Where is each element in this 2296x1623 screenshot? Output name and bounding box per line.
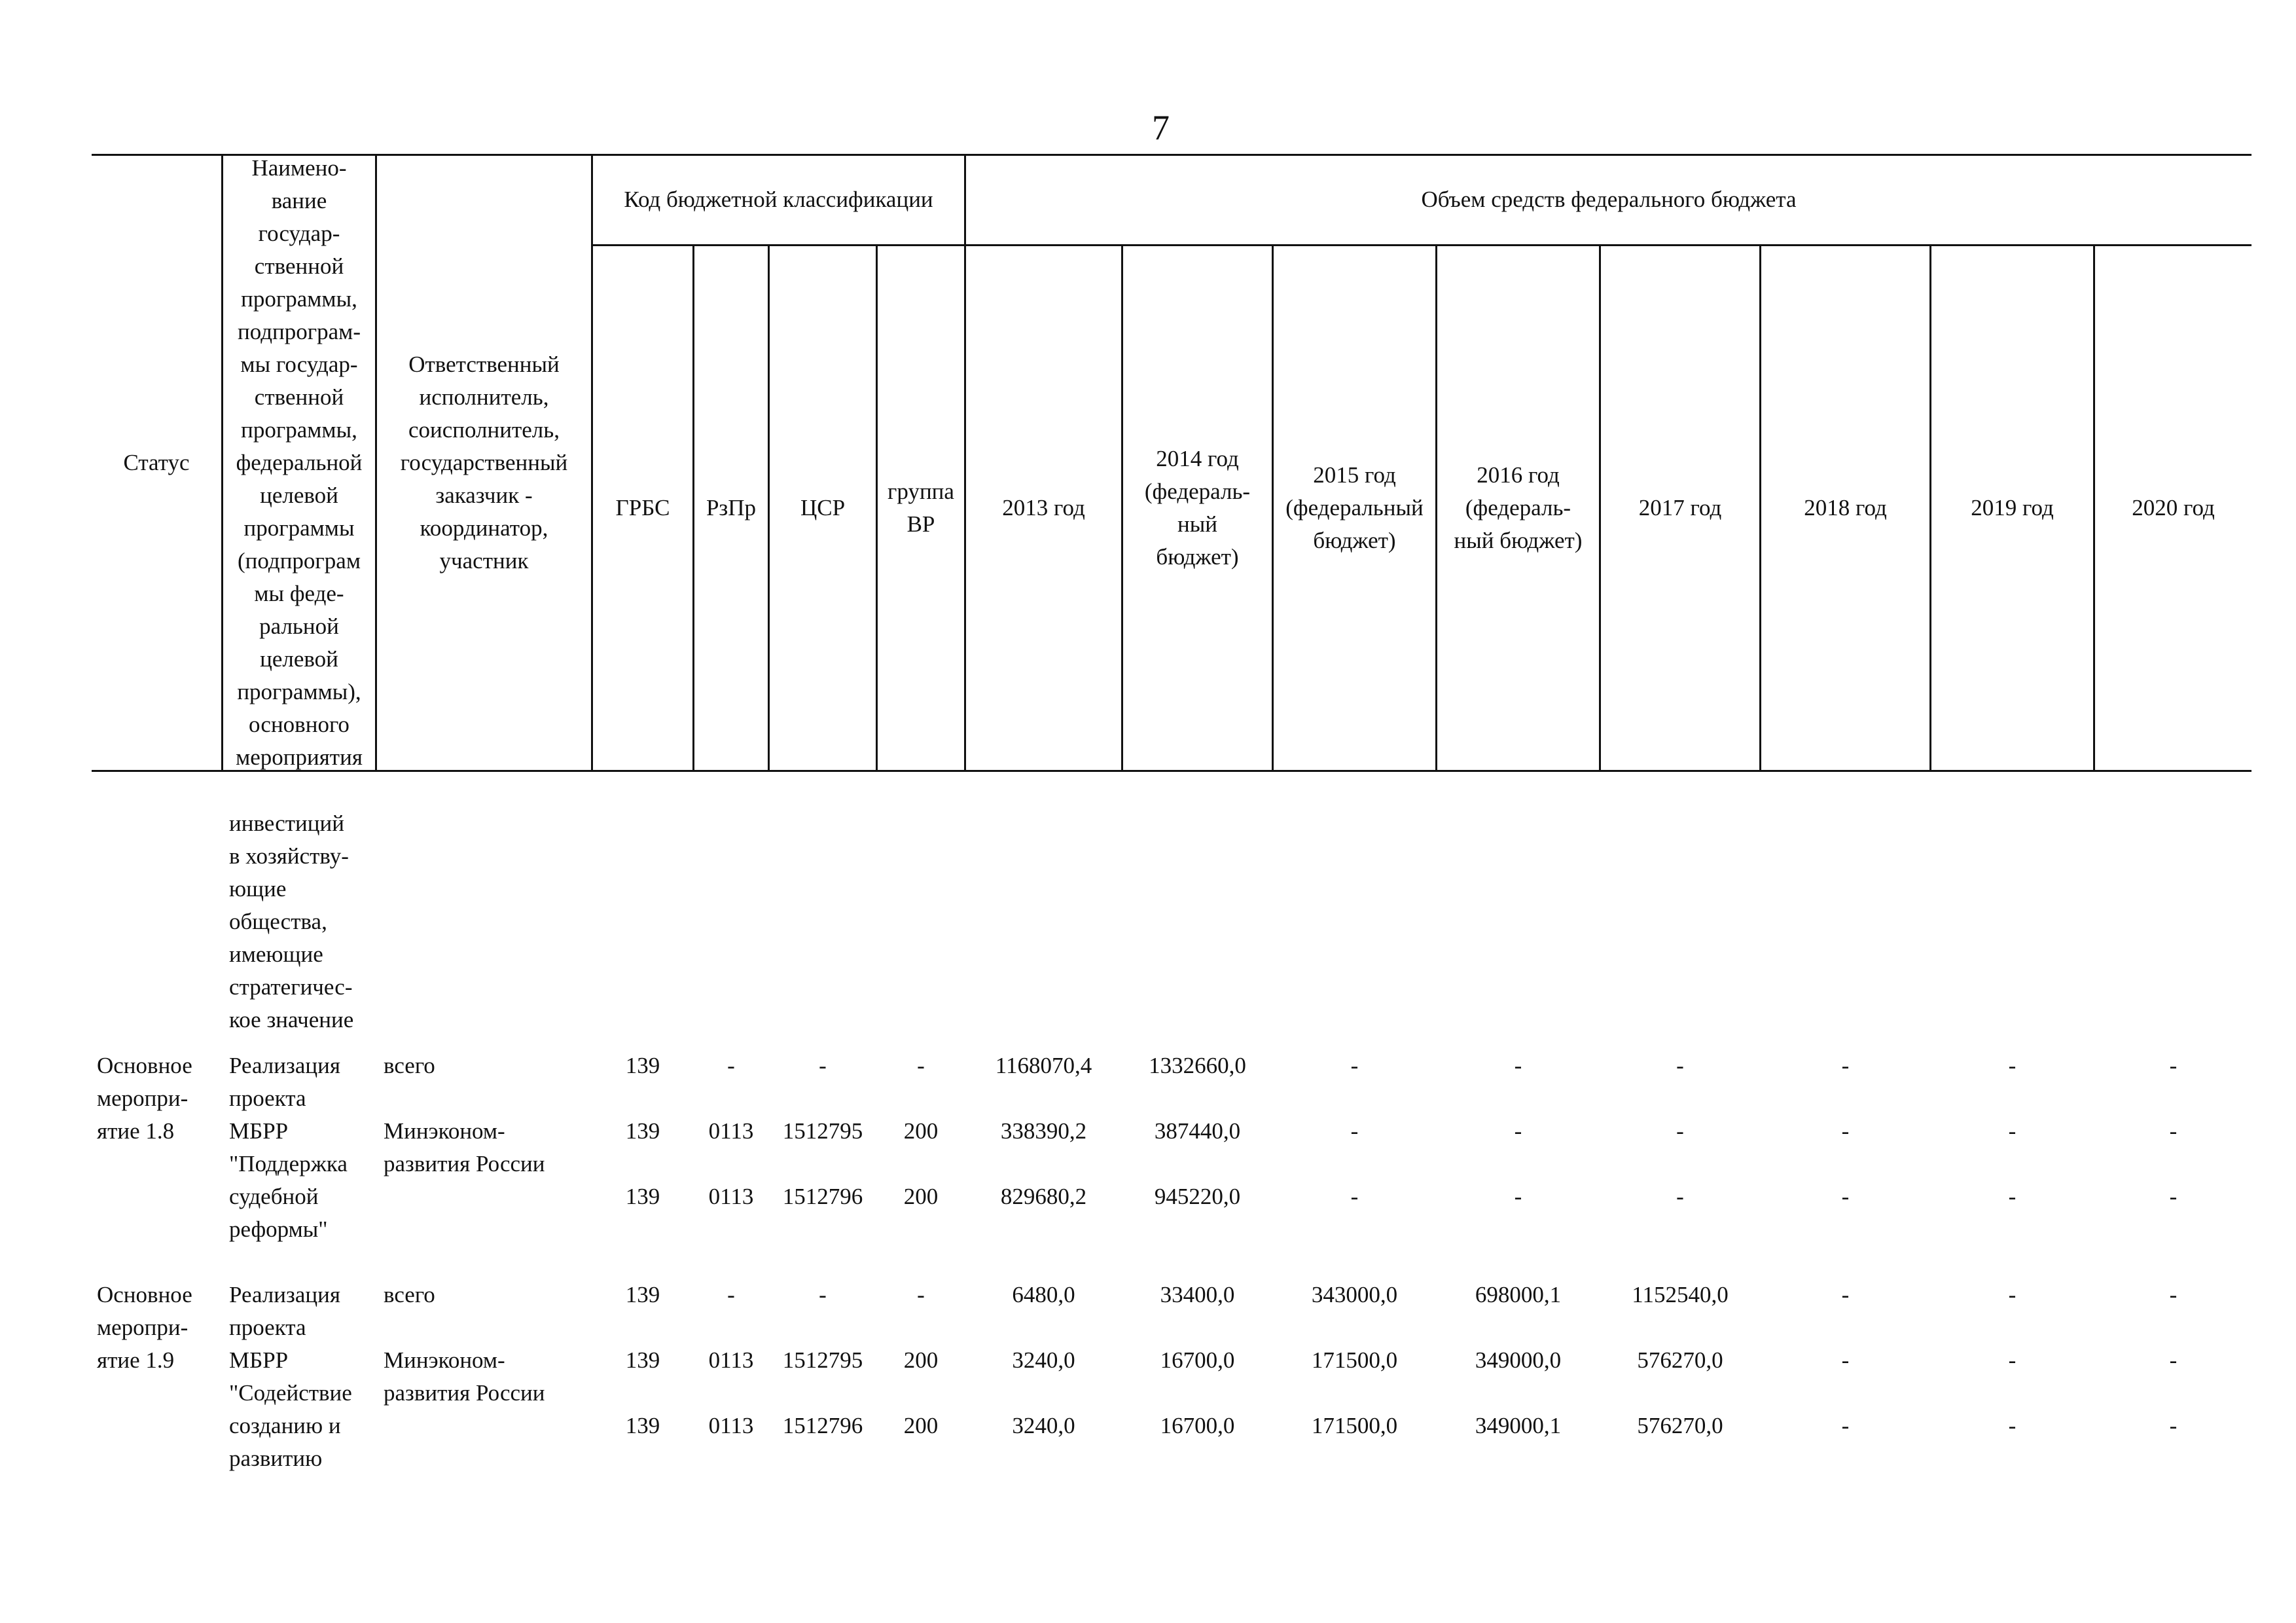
row-vr: - xyxy=(917,1282,925,1307)
row-csr: - xyxy=(819,1053,827,1078)
header-year-2014: 2014 год (федераль- ный бюджет) xyxy=(1144,445,1251,570)
value-2013: 338390,2 xyxy=(1000,1118,1087,1144)
header-year-2013: 2013 год xyxy=(1002,494,1085,520)
row-csr: 1512796 xyxy=(782,1184,863,1209)
row-vr: 200 xyxy=(903,1413,939,1438)
header-year-2019: 2019 год xyxy=(1971,494,2054,520)
row-vr: 200 xyxy=(903,1184,939,1209)
value-2019: - xyxy=(2008,1184,2017,1209)
value-2018: - xyxy=(1841,1347,1850,1373)
value-2013: 6480,0 xyxy=(1012,1282,1075,1307)
value-2018: - xyxy=(1841,1413,1850,1438)
header-vr: группа ВР xyxy=(888,478,954,537)
continuation-text: инвестиций в хозяйству- ющие общества, имеющие стратегичес- кое значение xyxy=(229,811,354,1032)
value-2017: 1152540,0 xyxy=(1632,1282,1729,1307)
row-rzpr: 0113 xyxy=(708,1413,754,1438)
header-year-2020: 2020 год xyxy=(2132,494,2215,520)
header-executor: Ответственный исполнитель, соисполнитель, государственный заказчик - координатор, участник xyxy=(400,351,568,574)
value-2019: - xyxy=(2008,1347,2017,1373)
value-2015: - xyxy=(1350,1053,1359,1078)
header-year-2015: 2015 год (федеральный бюджет) xyxy=(1285,462,1424,553)
header-csr: ЦСР xyxy=(800,494,846,520)
value-2016: - xyxy=(1514,1118,1522,1144)
row-rzpr: 0113 xyxy=(708,1184,754,1209)
row-executor: Минэконом- развития России xyxy=(384,1118,545,1176)
value-2019: - xyxy=(2008,1413,2017,1438)
row-grbs: 139 xyxy=(625,1347,660,1373)
row-rzpr: - xyxy=(727,1282,735,1307)
row-csr: 1512795 xyxy=(782,1347,863,1373)
value-2014: 16700,0 xyxy=(1160,1347,1235,1373)
measure-name: Реализация проекта МБРР "Содействие созданию и развитию xyxy=(229,1282,352,1471)
row-rzpr: 0113 xyxy=(708,1347,754,1373)
value-2018: - xyxy=(1841,1118,1850,1144)
value-2013: 1168070,4 xyxy=(995,1053,1092,1078)
value-2020: - xyxy=(2169,1347,2178,1373)
value-2020: - xyxy=(2169,1053,2178,1078)
page-number: 7 xyxy=(1152,108,1170,147)
value-2015: 343000,0 xyxy=(1311,1282,1398,1307)
header-status: Статус xyxy=(123,449,190,475)
value-2014: 33400,0 xyxy=(1160,1282,1235,1307)
value-2019: - xyxy=(2008,1053,2017,1078)
row-csr: 1512795 xyxy=(782,1118,863,1144)
value-2014: 945220,0 xyxy=(1154,1184,1241,1209)
value-2014: 16700,0 xyxy=(1160,1413,1235,1438)
row-executor: всего xyxy=(384,1282,435,1307)
measure-status: Основное меропри- ятие 1.9 xyxy=(97,1282,192,1373)
value-2016: - xyxy=(1514,1053,1522,1078)
value-2018: - xyxy=(1841,1184,1850,1209)
value-2017: - xyxy=(1676,1184,1684,1209)
value-2018: - xyxy=(1841,1053,1850,1078)
value-2017: - xyxy=(1676,1053,1684,1078)
value-2017: 576270,0 xyxy=(1637,1413,1723,1438)
header-grbs: ГРБС xyxy=(615,494,670,520)
value-2017: 576270,0 xyxy=(1637,1347,1723,1373)
header-rzpr: РзПр xyxy=(706,494,757,520)
value-2015: 171500,0 xyxy=(1311,1413,1398,1438)
header-federal-budget: Объем средств федерального бюджета xyxy=(1421,187,1797,212)
value-2020: - xyxy=(2169,1118,2178,1144)
value-2016: 349000,0 xyxy=(1475,1347,1562,1373)
value-2019: - xyxy=(2008,1282,2017,1307)
value-2014: 387440,0 xyxy=(1154,1118,1241,1144)
row-grbs: 139 xyxy=(625,1282,660,1307)
measure-name: Реализация проекта МБРР "Поддержка судебной реформы" xyxy=(229,1053,348,1242)
measure-status: Основное меропри- ятие 1.8 xyxy=(97,1053,192,1144)
value-2019: - xyxy=(2008,1118,2017,1144)
value-2015: - xyxy=(1350,1184,1359,1209)
row-rzpr: - xyxy=(727,1053,735,1078)
row-csr: - xyxy=(819,1282,827,1307)
header-year-2018: 2018 год xyxy=(1804,494,1887,520)
value-2016: - xyxy=(1514,1184,1522,1209)
value-2016: 349000,1 xyxy=(1475,1413,1562,1438)
value-2013: 3240,0 xyxy=(1012,1413,1075,1438)
row-executor: всего xyxy=(384,1053,435,1078)
row-grbs: 139 xyxy=(625,1053,660,1078)
header-program-name: Наимено- вание государ- ственной программы, подпрограм- мы государ- ственной программы, федеральной целевой программы (подпрограм мы феде- ральной целевой программы), основного мероприятия xyxy=(236,155,363,770)
row-csr: 1512796 xyxy=(782,1413,863,1438)
header-budget-code: Код бюджетной классификации xyxy=(624,187,933,212)
row-grbs: 139 xyxy=(625,1118,660,1144)
value-2014: 1332660,0 xyxy=(1149,1053,1246,1078)
value-2013: 829680,2 xyxy=(1000,1184,1087,1209)
header-year-2016: 2016 год (федераль- ный бюджет) xyxy=(1454,462,1583,553)
row-executor: Минэконом- развития России xyxy=(384,1347,545,1406)
row-vr: 200 xyxy=(903,1347,939,1373)
value-2013: 3240,0 xyxy=(1012,1347,1075,1373)
value-2016: 698000,1 xyxy=(1475,1282,1562,1307)
value-2020: - xyxy=(2169,1413,2178,1438)
value-2020: - xyxy=(2169,1282,2178,1307)
row-vr: - xyxy=(917,1053,925,1078)
header-year-2017: 2017 год xyxy=(1638,494,1722,520)
row-rzpr: 0113 xyxy=(708,1118,754,1144)
value-2018: - xyxy=(1841,1282,1850,1307)
row-grbs: 139 xyxy=(625,1184,660,1209)
value-2017: - xyxy=(1676,1118,1684,1144)
value-2015: 171500,0 xyxy=(1311,1347,1398,1373)
row-vr: 200 xyxy=(903,1118,939,1144)
row-grbs: 139 xyxy=(625,1413,660,1438)
value-2015: - xyxy=(1350,1118,1359,1144)
value-2020: - xyxy=(2169,1184,2178,1209)
